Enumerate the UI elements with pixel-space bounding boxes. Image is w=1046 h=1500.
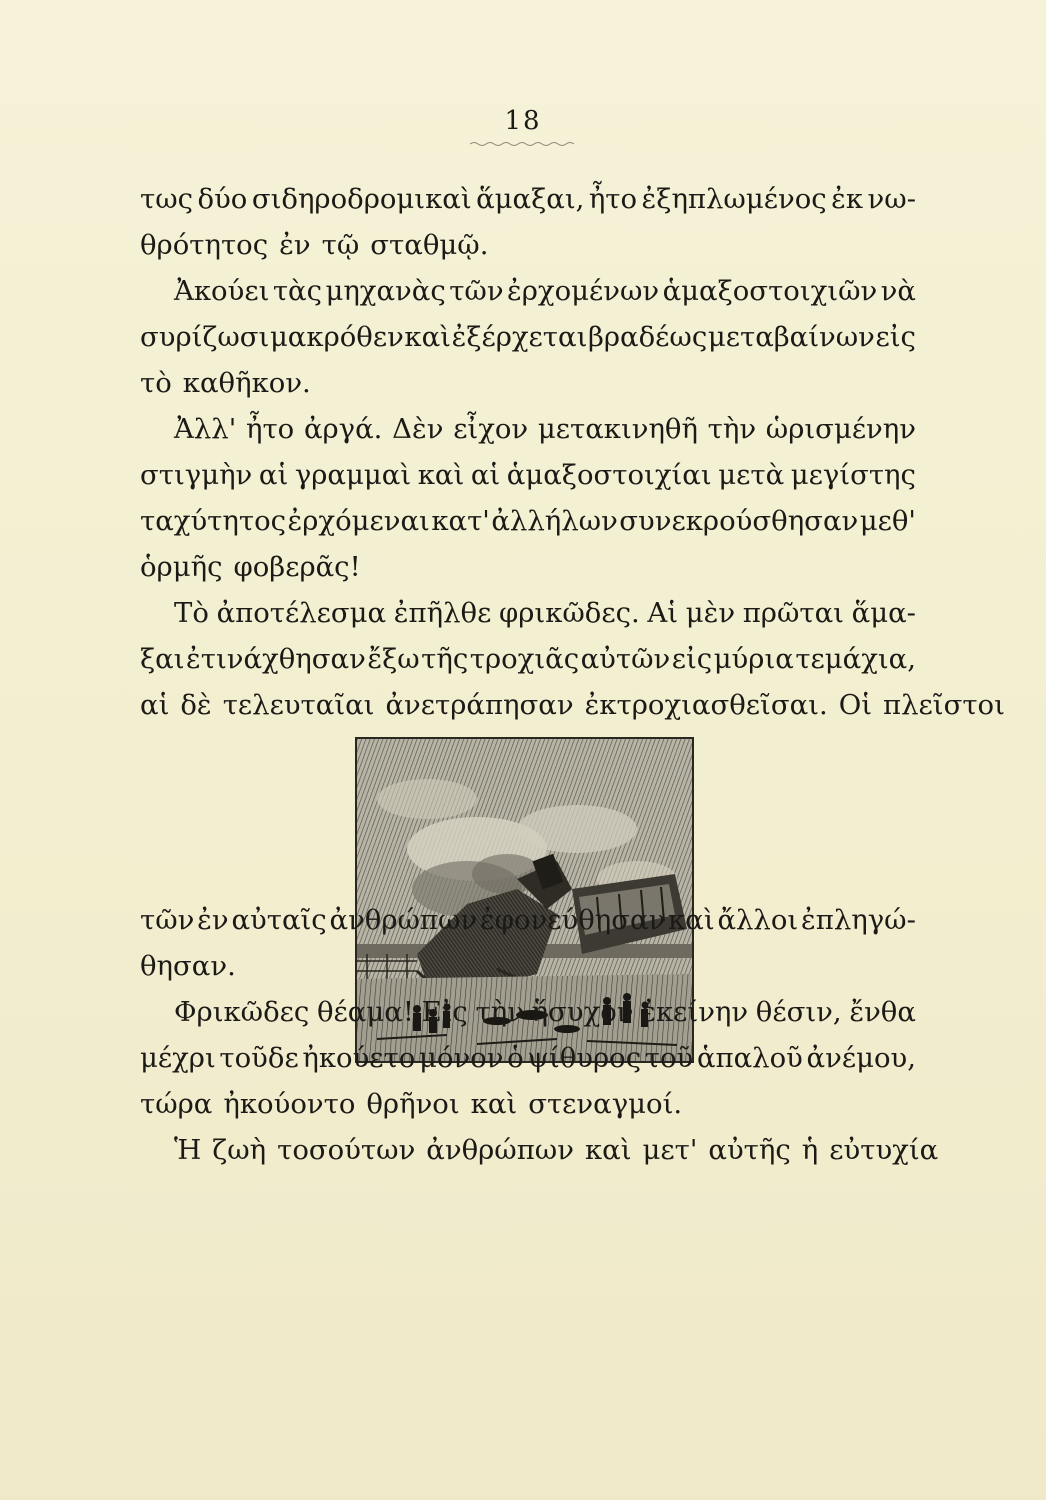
- text-line: Ἀκούει τὰς μηχανὰς τῶν ἐρχομένων ἁμαξοστοιχιῶν νὰ: [174, 275, 916, 307]
- text-line: στιγμὴν αἱ γραμμαὶ καὶ αἱ ἁμαξοστοιχίαι μετὰ μεγίστης: [140, 459, 916, 491]
- header-ornament-icon: [470, 141, 578, 147]
- text-line: αἱ δὲ τελευταῖαι ἀνετράπησαν ἐκτροχιασθεῖσαι. Οἱ πλεῖστοι: [140, 689, 1005, 721]
- text-line: θρότητος ἐν τῷ σταθμῷ.: [140, 229, 489, 261]
- text-block-top: [140, 176, 1005, 728]
- text-line: τως δύο σιδηροδρομικαὶ ἅμαξαι, ἦτο ἐξηπλωμένος ἐκ νω-: [140, 183, 916, 215]
- text-line: Φρικῶδες θέαμα! Εἰς τὴν ἥσυχον ἐκείνην θέσιν, ἔνθα: [174, 996, 916, 1028]
- text-line: ξαι ἐτινάχθησαν ἔξω τῆς τροχιᾶς αὐτῶν εἰς μύρια τεμάχια,: [140, 643, 916, 675]
- text-line: τῶν ἐν αὐταῖς ἀνθρώπων ἐφονεύθησαν καὶ ἄλλοι ἐπληγώ-: [140, 904, 916, 936]
- text-line: θησαν.: [140, 950, 236, 982]
- text-line: ταχύτητος ἐρχόμεναι κατ' ἀλλήλων συνεκρούσθησαν μεθ': [140, 505, 916, 537]
- text-line: Ἡ ζωὴ τοσούτων ἀνθρώπων καὶ μετ' αὐτῆς ἡ εὐτυχία: [174, 1134, 939, 1166]
- page-number: 18: [504, 106, 542, 136]
- text-line: Ἀλλ' ἦτο ἀργά. Δὲν εἶχον μετακινηθῆ τὴν ὡρισμένην: [174, 413, 916, 445]
- text-block-bottom: [140, 897, 939, 1173]
- text-line: μέχρι τοῦδε ἠκούετο μόνον ὁ ψίθυρος τοῦ ἁπαλοῦ ἀνέμου,: [140, 1042, 916, 1074]
- text-line: Τὸ ἀποτέλεσμα ἐπῆλθε φρικῶδες. Αἱ μὲν πρῶται ἅμα-: [174, 597, 916, 629]
- text-line: συρίζωσι μακρόθεν καὶ ἐξέρχεται βραδέως μεταβαίνων εἰς: [140, 321, 916, 353]
- text-line: τὸ καθῆκον.: [140, 367, 311, 399]
- text-line: τώρα ἠκούοντο θρῆνοι καὶ στεναγμοί.: [140, 1088, 683, 1120]
- text-line: ὁρμῆς φοβερᾶς!: [140, 551, 361, 583]
